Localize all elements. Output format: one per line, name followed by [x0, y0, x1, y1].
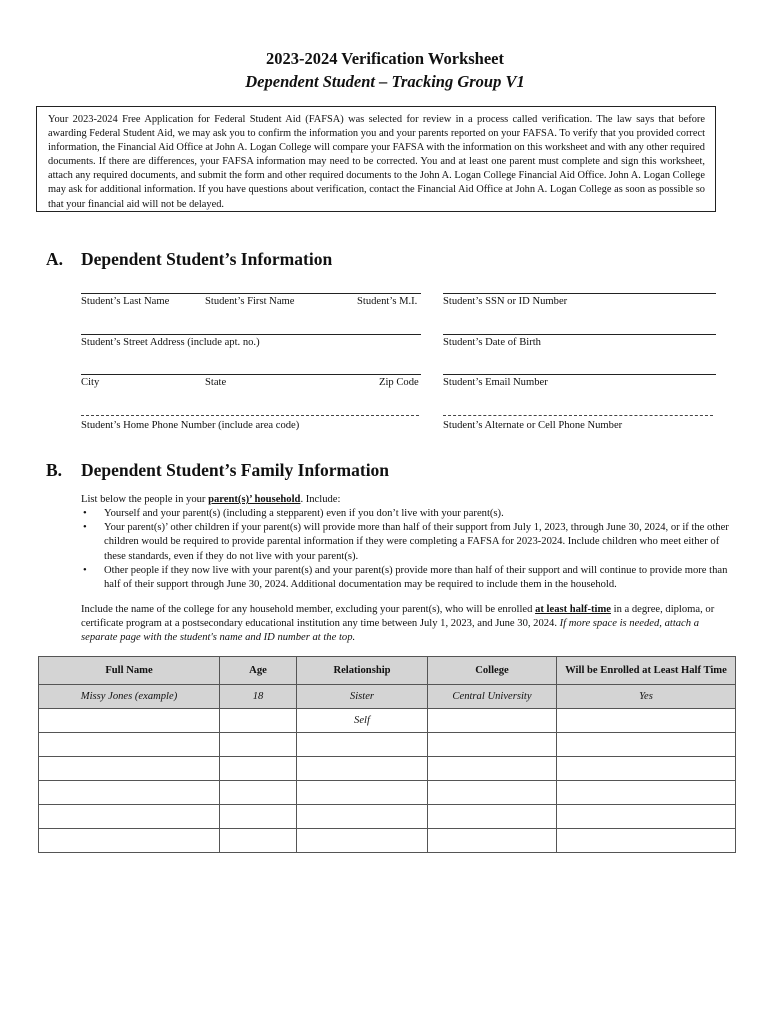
table-cell[interactable]: [39, 733, 220, 757]
col-header-age: Age: [220, 657, 297, 685]
table-cell[interactable]: [220, 733, 297, 757]
dob-field-line[interactable]: [443, 334, 716, 335]
table-cell: Yes: [557, 685, 736, 709]
table-cell[interactable]: [557, 709, 736, 733]
list-item-text: Your parent(s)’ other children if your parent(s) will provide more than half of their support from July 1, 2023, through June 30, 2024, or if the other children would be required to provide parental information if they were completing a FAFSA for 2023-2024. Include children who meet either of these standards, even if they do not live with your parent(s).: [104, 522, 729, 562]
table-cell[interactable]: [428, 781, 557, 805]
table-cell[interactable]: [297, 733, 428, 757]
household-emphasis: parent(s)’ household: [208, 494, 301, 505]
table-cell[interactable]: [428, 829, 557, 853]
list-item-text: Yourself and your parent(s) (including a stepparent) even if you don’t live with your parent(s).: [104, 508, 504, 519]
alt-phone-label: Student’s Alternate or Cell Phone Number: [443, 420, 623, 431]
table-cell[interactable]: [220, 781, 297, 805]
table-row: [39, 709, 736, 733]
table-cell[interactable]: [39, 709, 220, 733]
email-label: Student’s Email Number: [443, 377, 548, 388]
table-cell[interactable]: [39, 781, 220, 805]
table-row: [39, 805, 736, 829]
city-label: City: [81, 377, 100, 388]
section-b-letter: B.: [46, 460, 63, 480]
table-cell[interactable]: [220, 709, 297, 733]
table-cell[interactable]: [220, 757, 297, 781]
college-note: [81, 603, 731, 646]
mi-label: Student’s M.I.: [357, 296, 418, 307]
table-cell[interactable]: [557, 733, 736, 757]
list-item: • Your parent(s)’ other children if your parent(s) will provide more than half of their support from July 1, 2023, through June 30, 2024, or if the other children would be required to provide parental information if they were completing a FAFSA for 2023-2024. Include children who meet either of these standards, even if they do not live with your parent(s).: [83, 522, 729, 562]
table-row: [39, 829, 736, 853]
ssn-field-line[interactable]: [443, 293, 716, 294]
college-note-tail: in a degree, diploma, or certificate program at a postsecondary educational institution any time between July 1, 2023, and June 30, 2024.: [81, 604, 715, 630]
intro-text: Your 2023-2024 Free Application for Federal Student Aid (FAFSA) was selected for review in a process called verification. The law says that before awarding Federal Student Aid, we may ask you to confirm the information you and your parents reported on your FAFSA. To verify that you provided correct information, the Financial Aid Office at John A. Logan College will compare your FAFSA with the information on this worksheet and with any other required documents. If there are differences, your FAFSA information may need to be corrected. You and at least one parent must complete and sign this worksheet, attach any required documents, and submit the form and other required documents to the John A. Logan College Financial Aid Office. John A. Logan College may ask for additional information. If you have questions about verification, contact the Financial Aid Office at John A. Logan College as soon as possible so that your financial aid will not be delayed.: [48, 114, 705, 210]
zip-label: Zip Code: [379, 377, 419, 388]
page-subtitle: Dependent Student – Tracking Group V1: [245, 72, 525, 91]
section-a-heading: [0, 249, 770, 273]
home-phone-label: Student’s Home Phone Number (include area code): [81, 420, 300, 431]
table-row: [39, 733, 736, 757]
household-table: [38, 656, 736, 853]
table-cell[interactable]: [220, 805, 297, 829]
table-header-row: [39, 657, 736, 685]
table-cell[interactable]: [428, 805, 557, 829]
section-b-heading: [0, 460, 770, 484]
page-title: 2023-2024 Verification Worksheet: [265, 49, 505, 68]
dob-label: Student’s Date of Birth: [443, 337, 541, 348]
col-header-college: College: [428, 657, 557, 685]
table-cell[interactable]: [557, 781, 736, 805]
state-label: State: [205, 377, 227, 388]
table-cell[interactable]: [428, 709, 557, 733]
table-cell[interactable]: [428, 733, 557, 757]
ssn-label: Student’s SSN or ID Number: [443, 296, 568, 307]
last-name-label: Student’s Last Name: [81, 296, 170, 307]
city-state-zip-field-line[interactable]: [81, 374, 421, 375]
college-note-text: Include the name of the college for any household member, excluding your parent(s), who will be enrolled: [81, 604, 536, 615]
alt-phone-field-line[interactable]: [443, 415, 713, 416]
half-time-emphasis: at least half-time: [535, 604, 611, 615]
table-cell: Sister: [297, 685, 428, 709]
list-item: • Yourself and your parent(s) (including a stepparent) even if you don’t live with your parent(s).: [83, 508, 504, 519]
table-cell[interactable]: [557, 805, 736, 829]
street-label: Student’s Street Address (include apt. no.): [81, 337, 260, 348]
table-cell[interactable]: [297, 757, 428, 781]
section-a-letter: A.: [46, 249, 64, 269]
household-intro: [81, 493, 731, 507]
section-b-title: Dependent Student’s Family Information: [81, 460, 390, 480]
table-cell[interactable]: [220, 829, 297, 853]
home-phone-field-line[interactable]: [81, 415, 419, 416]
table-cell: 18: [220, 685, 297, 709]
table-cell[interactable]: [297, 829, 428, 853]
table-cell[interactable]: [557, 757, 736, 781]
list-item: • Other people if they now live with your parent(s) and your parent(s) provide more than half of their support and will continue to provide more than half of their support through June 30, 2024. Additional documentation may be required to include them in the household.: [83, 564, 728, 591]
table-row-example: [39, 685, 736, 709]
table-cell[interactable]: [39, 805, 220, 829]
college-note-italic: If more space is needed, attach a separate page with the student's name and ID number at the top.: [81, 618, 700, 644]
table-cell[interactable]: [557, 829, 736, 853]
table-row: [39, 781, 736, 805]
household-intro-text: List below the people in your: [81, 494, 209, 505]
table-row: [39, 757, 736, 781]
col-header-half-time: Will be Enrolled at Least Half Time: [557, 657, 736, 685]
table-cell[interactable]: [297, 805, 428, 829]
street-field-line[interactable]: [81, 334, 421, 335]
col-header-full-name: Full Name: [39, 657, 220, 685]
table-cell: Central University: [428, 685, 557, 709]
email-field-line[interactable]: [443, 374, 716, 375]
section-a-title: Dependent Student’s Information: [81, 249, 333, 269]
table-cell: Self: [297, 709, 428, 733]
first-name-label: Student’s First Name: [205, 296, 295, 307]
list-item-text: Other people if they now live with your parent(s) and your parent(s) provide more than half of their support and will continue to provide more than half of their support through June 30, 2024. Additional documentation may be required to include them in the household.: [104, 564, 728, 591]
table-cell[interactable]: [428, 757, 557, 781]
table-cell[interactable]: [297, 781, 428, 805]
table-cell[interactable]: [39, 829, 220, 853]
col-header-relationship: Relationship: [297, 657, 428, 685]
table-cell[interactable]: [39, 757, 220, 781]
name-field-line[interactable]: [81, 293, 421, 294]
table-cell: Missy Jones (example): [39, 685, 220, 709]
household-intro-tail: . Include:: [300, 494, 341, 505]
household-criteria-list: [81, 507, 736, 592]
intro-box: [36, 106, 716, 212]
